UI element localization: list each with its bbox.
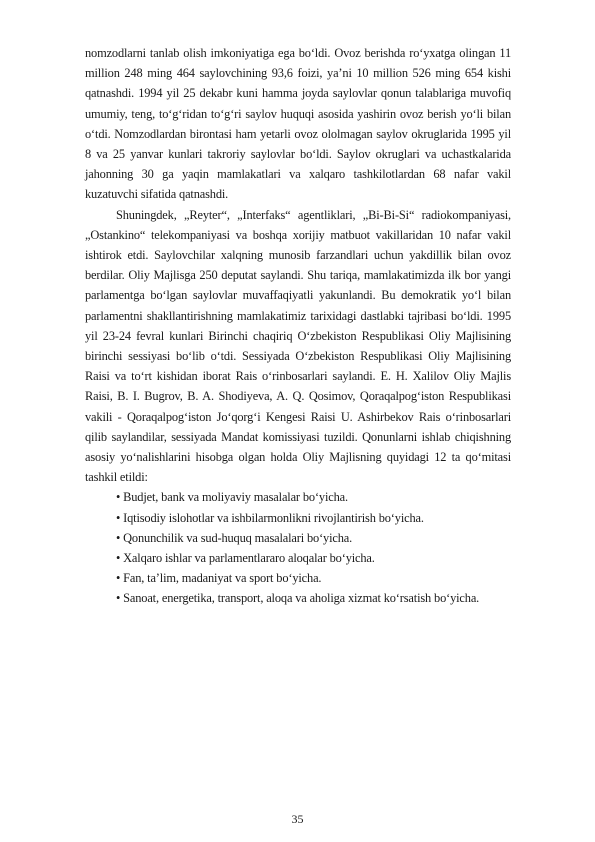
list-item: • Sanoat, energetika, transport, aloqa va aholiga xizmat ko‘rsatish bo‘yicha. bbox=[116, 591, 480, 606]
paragraph-observers-and-parliament: Shuningdek, „Reyter“, „Interfaks“ agentliklari, „Bi-Bi-Si“ radiokompaniyasi, „Ostankino“ telekompaniyasi va boshqa xorijiy matbuot vakillaridan 10 nafar vakil ishtirok etdi. Saylovchilar xalqning munosib farzandlari uchun yakdillik bilan ovoz berdilar. Oliy Majlisga 250 deputat saylandi. Shu tariqa, mamlakatimizda ilk bor yangi parlamentga bo‘lgan saylovlar muvaffaqiyatli yakunlandi. Bu demokratik yo‘l bilan parlamentni shakllantirishning mamlakatimiz tarixidagi dastlabki tajribasi bo‘ldi. 1995 yil 23-24 fevral kunlari Birinchi chaqiriq O‘zbekiston Respublikasi Oliy Majlisining birinchi sessiyasi bo‘lib o‘tdi. Sessiyada O‘zbekiston Respublikasi Oliy Majlisining Raisi va to‘rt kishidan iborat Rais o‘rinbosarlari saylandi. E. H. Xalilov Oliy Majlis Raisi, B. I. Bugrov, B. A. Shodiyeva, A. Q. Qosimov, Qoraqalpog‘iston Respublikasi vakili - Qoraqalpog‘iston Jo‘qorg‘i Kengesi Raisi U. Ashirbekov Rais o‘rinbosarlari qilib saylandilar, sessiyada Mandat komissiyasi tuzildi. Qonunlarni ishlab chiqishning asosiy yo‘nalishlarini hisobga olgan holda Oliy Majlisning quyidagi 12 ta qo‘mitasi tashkil etildi: bbox=[85, 207, 511, 485]
page-number: 35 bbox=[291, 812, 304, 826]
document-body bbox=[85, 43, 511, 609]
list-item: • Fan, ta’lim, madaniyat va sport bo‘yicha. bbox=[116, 571, 322, 586]
list-item: • Qonunchilik va sud-huquq masalalari bo‘yicha. bbox=[116, 530, 353, 545]
committee-list bbox=[85, 487, 511, 608]
paragraph-elections-results: nomzodlarni tanlab olish imkoniyatiga ega bo‘ldi. Ovoz berishda ro‘yxatga olingan 11 million 248 ming 464 saylovchining 93,6 foizi, ya’ni 10 million 526 ming 654 kishi qatnashdi. 1994 yil 25 dekabr kuni hamma joyda saylovlar qonun talablariga muvofiq umumiy, teng, to‘g‘ridan to‘g‘ri saylov huquqi asosida yashirin ovoz berish yo‘li bilan o‘tdi. Nomzodlardan birontasi ham yetarli ovoz ololmagan saylov okruglarida 1995 yil 8 va 25 yanvar kunlari takroriy saylovlar bo‘ldi. Saylov okruglari va uchastkalarida jahonning 30 ga yaqin mamlakatlari va xalqaro tashkilotlardan 68 nafar vakil kuzatuvchi sifatida qatnashdi. bbox=[85, 46, 511, 202]
list-item: • Budjet, bank va moliyaviy masalalar bo‘yicha. bbox=[116, 490, 348, 505]
list-item: • Xalqaro ishlar va parlamentlararo aloqalar bo‘yicha. bbox=[116, 551, 375, 566]
list-item: • Iqtisodiy islohotlar va ishbilarmonlikni rivojlantirish bo‘yicha. bbox=[116, 510, 424, 525]
